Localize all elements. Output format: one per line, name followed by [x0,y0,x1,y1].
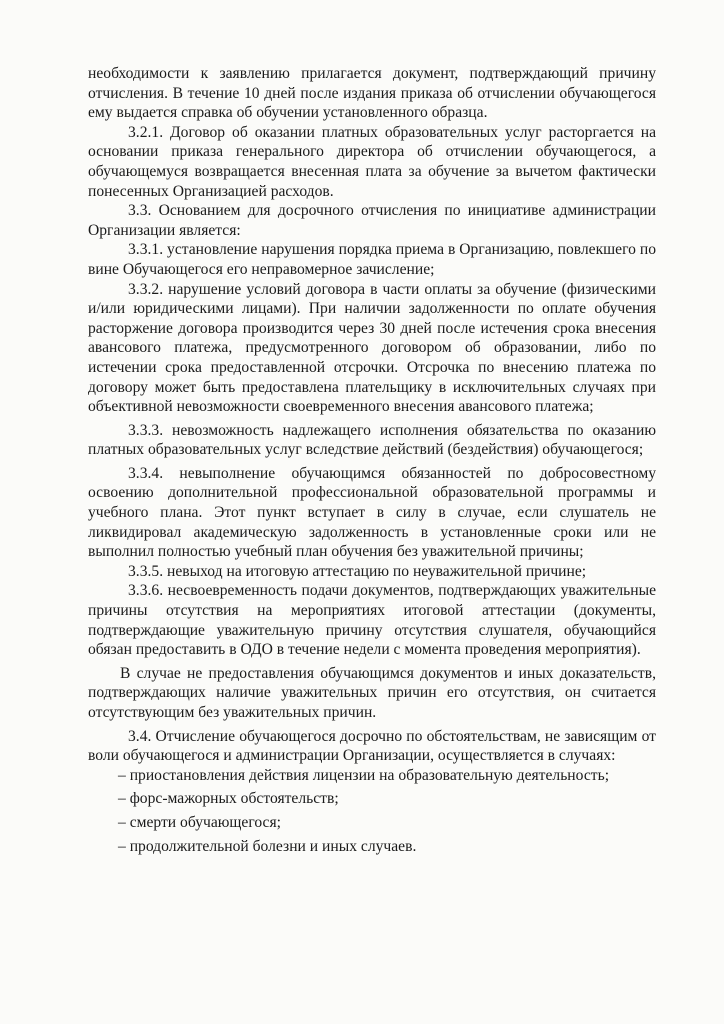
paragraph-3-4: 3.4. Отчисление обучающегося досрочно по обстоятельствам, не зависящим от воли обучающегося и администрации Организации, осуществляется в случаях: [88,727,656,765]
paragraph-3-3-3: 3.3.3. невозможность надлежащего исполнения обязательства по оказанию платных образовательных услуг вследствие действий (бездействия) обучающегося; [88,421,656,459]
list-item: – продолжительной болезни и иных случаев. [118,837,417,855]
list-item: – приостановления действия лицензии на образовательную деятельность; [118,766,610,784]
paragraph-no-documents: В случае не предоставления обучающимся документов и иных доказательств, подтверждающих наличие уважительных причин его отсутствия, он считается отсутствующим без уважительных причин. [88,664,656,721]
paragraph-3-3-4: 3.3.4. невыполнение обучающимся обязанностей по добросовестному освоению дополнительной профессиональной образовательной программы и учебного плана. Этот пункт вступает в силу в случае, если слушатель не ликвидировал академическую задолженность в установленные сроки или не выполнил полностью учебный план обучения без уважительной причины; [88,464,656,561]
list-item: – смерти обучающегося; [118,813,281,831]
paragraph-3-3-1: 3.3.1. установление нарушения порядка приема в Организацию, повлекшего по вине Обучающегося его неправомерное зачисление; [88,241,656,278]
paragraph-3-2-1: 3.2.1. Договор об оказании платных образовательных услуг расторгается на основании приказа генерального директора об отчислении обучающегося, а обучающемуся возвращается внесенная плата за обучение за вычетом фактически понесенных Организацией расходов. [88,123,656,200]
paragraph-continuation: необходимости к заявлению прилагается документ, подтверждающий причину отчисления. В течение 10 дней после издания приказа об отчислении обучающегося ему выдается справка об обучении установленного образца. [88,65,656,122]
document-body [88,64,656,856]
paragraph-3-3: 3.3. Основанием для досрочного отчисления по инициативе администрации Организации является: [88,202,656,239]
paragraph-3-3-2: 3.3.2. нарушение условий договора в части оплаты за обучение (физическими и/или юридическими лицами). При наличии задолженности по оплате обучения расторжение договора производится через 30 дней после истечения срока внесения авансового платежа, предусмотренного договором об образовании, либо по истечении срока предоставленной отсрочки. Отсрочка по внесению платежа по договору может быть предоставлена плательщику в исключительных случаях при объективной невозможности своевременного внесения авансового платежа; [88,280,656,416]
paragraph-3-3-6: 3.3.6. несвоевременность подачи документов, подтверждающих уважительные причины отсутствия на мероприятиях итоговой аттестации (документы, подтверждающие уважительную причину отсутствия слушателя, обучающийся обязан предоставить в ОДО в течение недели с момента проведения мероприятия). [88,582,656,659]
list-item: – форс-мажорных обстоятельств; [118,790,339,808]
paragraph-3-3-5: 3.3.5. невыход на итоговую аттестацию по неуважительной причине; [128,562,587,580]
